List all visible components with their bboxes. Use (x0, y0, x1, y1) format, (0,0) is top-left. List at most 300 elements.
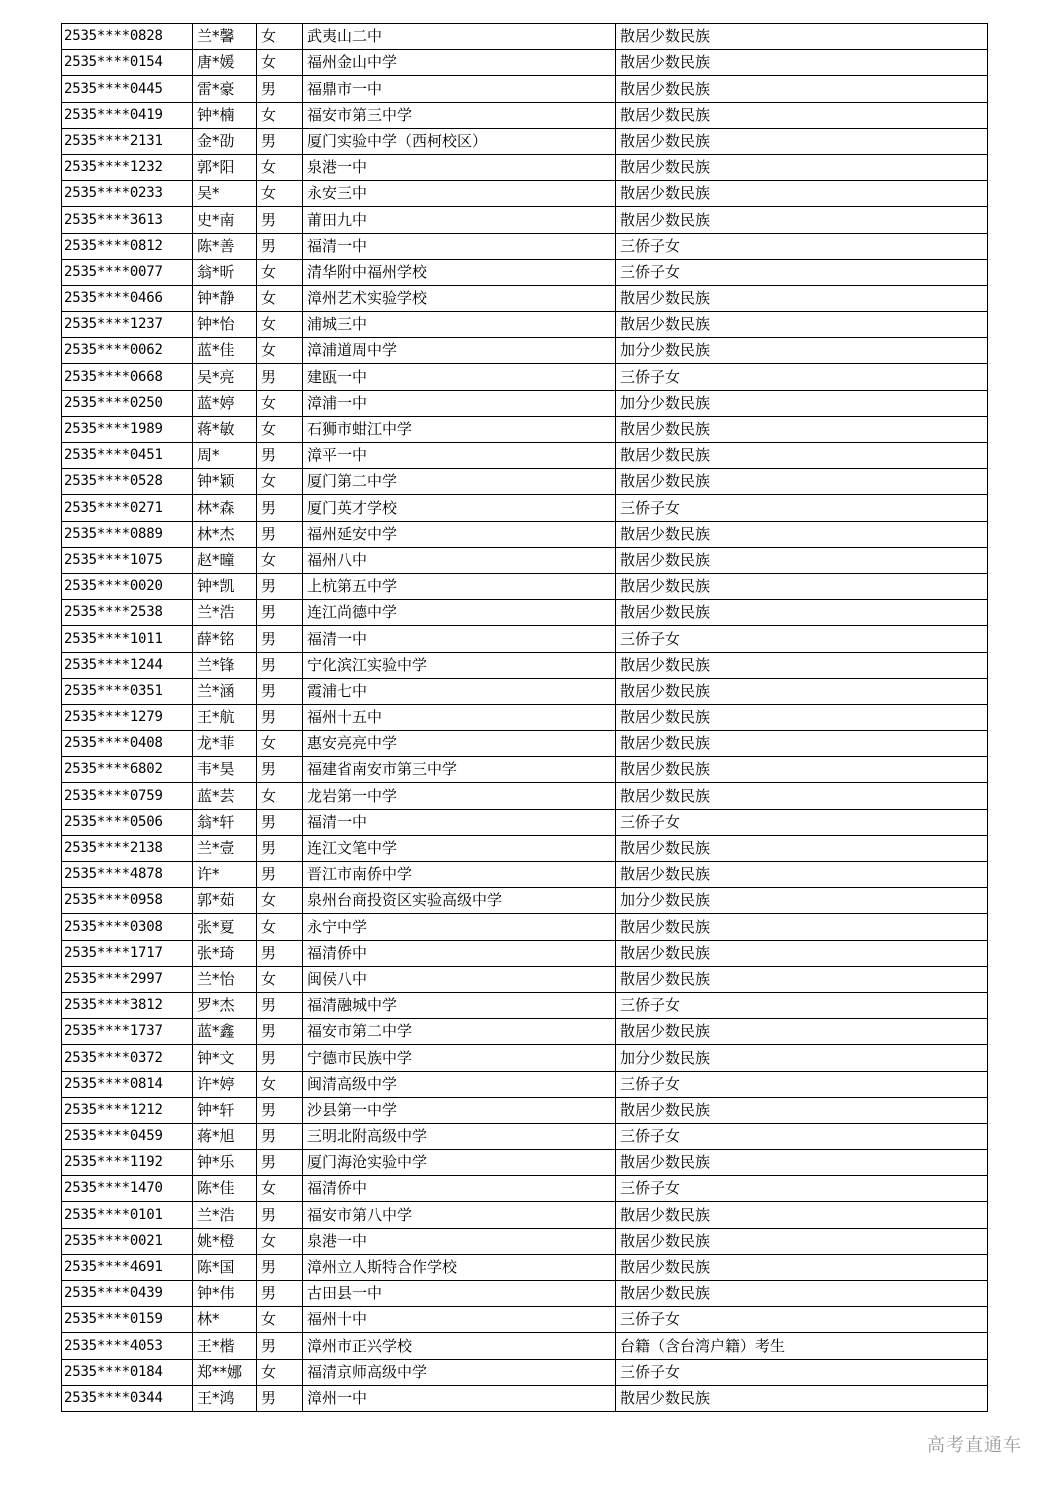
gender-cell: 女 (257, 338, 303, 364)
category-cell: 三侨子女 (616, 809, 988, 835)
gender-cell: 女 (257, 914, 303, 940)
school-cell: 闽侯八中 (303, 966, 616, 992)
school-cell: 福州十五中 (303, 704, 616, 730)
gender-cell: 女 (257, 154, 303, 180)
candidate-id-cell: 2535****2538 (62, 600, 193, 626)
table-row (62, 835, 988, 861)
table-row (62, 364, 988, 390)
candidate-id-cell: 2535****0020 (62, 573, 193, 599)
student-name-cell: 钟*颖 (193, 469, 257, 495)
gender-cell: 男 (257, 626, 303, 652)
table-row (62, 154, 988, 180)
table-row (62, 1307, 988, 1333)
table-row (62, 1333, 988, 1359)
candidate-id-cell: 2535****4053 (62, 1333, 193, 1359)
student-name-cell: 薛*铭 (193, 626, 257, 652)
gender-cell: 女 (257, 416, 303, 442)
student-name-cell: 兰*壹 (193, 835, 257, 861)
table-row (62, 992, 988, 1018)
school-cell: 福清侨中 (303, 940, 616, 966)
category-cell: 散居少数民族 (616, 102, 988, 128)
gender-cell: 男 (257, 1333, 303, 1359)
gender-cell: 男 (257, 862, 303, 888)
gender-cell: 男 (257, 233, 303, 259)
candidate-id-cell: 2535****1279 (62, 704, 193, 730)
school-cell: 石狮市蚶江中学 (303, 416, 616, 442)
gender-cell: 男 (257, 1123, 303, 1149)
school-cell: 永安三中 (303, 181, 616, 207)
table-row (62, 783, 988, 809)
table-row (62, 600, 988, 626)
category-cell: 散居少数民族 (616, 154, 988, 180)
candidate-id-cell: 2535****0351 (62, 678, 193, 704)
student-name-cell: 蒋*敏 (193, 416, 257, 442)
school-cell: 福清一中 (303, 809, 616, 835)
watermark-text: 高考直通车 (927, 1435, 1022, 1456)
school-cell: 武夷山二中 (303, 24, 616, 50)
candidate-id-cell: 2535****1737 (62, 1019, 193, 1045)
category-cell: 加分少数民族 (616, 338, 988, 364)
student-name-cell: 罗*杰 (193, 992, 257, 1018)
student-name-cell: 雷*豪 (193, 76, 257, 102)
school-cell: 泉州台商投资区实验高级中学 (303, 888, 616, 914)
student-name-cell: 许*婷 (193, 1071, 257, 1097)
student-name-cell: 钟*伟 (193, 1281, 257, 1307)
gender-cell: 女 (257, 1359, 303, 1385)
student-name-cell: 赵*曈 (193, 547, 257, 573)
category-cell: 散居少数民族 (616, 652, 988, 678)
candidate-id-cell: 2535****0344 (62, 1385, 193, 1411)
category-cell: 散居少数民族 (616, 1228, 988, 1254)
school-cell: 龙岩第一中学 (303, 783, 616, 809)
candidate-id-cell: 2535****0233 (62, 181, 193, 207)
table-row (62, 1228, 988, 1254)
table-row (62, 704, 988, 730)
student-name-cell: 金*劭 (193, 128, 257, 154)
candidate-id-cell: 2535****2997 (62, 966, 193, 992)
gender-cell: 男 (257, 1150, 303, 1176)
candidate-id-cell: 2535****0889 (62, 521, 193, 547)
candidate-id-cell: 2535****1075 (62, 547, 193, 573)
category-cell: 散居少数民族 (616, 731, 988, 757)
table-row (62, 1045, 988, 1071)
table-row (62, 443, 988, 469)
school-cell: 福清京师高级中学 (303, 1359, 616, 1385)
table-row (62, 1123, 988, 1149)
gender-cell: 女 (257, 50, 303, 76)
gender-cell: 男 (257, 443, 303, 469)
category-cell: 散居少数民族 (616, 312, 988, 338)
student-name-cell: 张*琦 (193, 940, 257, 966)
category-cell: 台籍（含台湾户籍）考生 (616, 1333, 988, 1359)
candidate-id-cell: 2535****0439 (62, 1281, 193, 1307)
category-cell: 散居少数民族 (616, 207, 988, 233)
category-cell: 三侨子女 (616, 1176, 988, 1202)
student-name-cell: 郭*茹 (193, 888, 257, 914)
table-row (62, 1097, 988, 1123)
student-name-cell: 蓝*佳 (193, 338, 257, 364)
student-name-cell: 钟*怡 (193, 312, 257, 338)
student-name-cell: 钟*静 (193, 285, 257, 311)
gender-cell: 女 (257, 888, 303, 914)
school-cell: 漳州立人斯特合作学校 (303, 1254, 616, 1280)
category-cell: 加分少数民族 (616, 888, 988, 914)
school-cell: 福安市第八中学 (303, 1202, 616, 1228)
student-name-cell: 钟*文 (193, 1045, 257, 1071)
student-name-cell: 许* (193, 862, 257, 888)
category-cell: 散居少数民族 (616, 704, 988, 730)
school-cell: 建瓯一中 (303, 364, 616, 390)
table-row (62, 573, 988, 599)
table-row (62, 757, 988, 783)
gender-cell: 男 (257, 1385, 303, 1411)
gender-cell: 男 (257, 940, 303, 966)
candidate-id-cell: 2535****0528 (62, 469, 193, 495)
category-cell: 三侨子女 (616, 259, 988, 285)
category-cell: 散居少数民族 (616, 76, 988, 102)
gender-cell: 女 (257, 547, 303, 573)
candidate-id-cell: 2535****0250 (62, 390, 193, 416)
student-name-cell: 兰*锋 (193, 652, 257, 678)
table-row (62, 76, 988, 102)
gender-cell: 男 (257, 652, 303, 678)
school-cell: 浦城三中 (303, 312, 616, 338)
category-cell: 散居少数民族 (616, 1202, 988, 1228)
category-cell: 三侨子女 (616, 1307, 988, 1333)
gender-cell: 女 (257, 181, 303, 207)
table-row (62, 259, 988, 285)
gender-cell: 男 (257, 495, 303, 521)
candidate-id-cell: 2535****3812 (62, 992, 193, 1018)
school-cell: 泉港一中 (303, 1228, 616, 1254)
category-cell: 散居少数民族 (616, 128, 988, 154)
candidate-id-cell: 2535****0466 (62, 285, 193, 311)
student-name-cell: 史*南 (193, 207, 257, 233)
student-name-cell: 兰*馨 (193, 24, 257, 50)
gender-cell: 女 (257, 1071, 303, 1097)
candidate-id-cell: 2535****1192 (62, 1150, 193, 1176)
category-cell: 散居少数民族 (616, 1097, 988, 1123)
candidate-id-cell: 2535****0759 (62, 783, 193, 809)
candidate-id-cell: 2535****0828 (62, 24, 193, 50)
student-name-cell: 姚*橙 (193, 1228, 257, 1254)
student-name-cell: 王*鸿 (193, 1385, 257, 1411)
category-cell: 三侨子女 (616, 233, 988, 259)
gender-cell: 男 (257, 992, 303, 1018)
table-row (62, 652, 988, 678)
candidate-id-cell: 2535****0445 (62, 76, 193, 102)
table-row (62, 1071, 988, 1097)
student-name-cell: 龙*菲 (193, 731, 257, 757)
category-cell: 三侨子女 (616, 626, 988, 652)
candidate-id-cell: 2535****0159 (62, 1307, 193, 1333)
student-name-cell: 吴*亮 (193, 364, 257, 390)
candidate-id-cell: 2535****1232 (62, 154, 193, 180)
category-cell: 散居少数民族 (616, 181, 988, 207)
table-row (62, 1385, 988, 1411)
category-cell: 散居少数民族 (616, 573, 988, 599)
gender-cell: 女 (257, 259, 303, 285)
gender-cell: 女 (257, 1307, 303, 1333)
school-cell: 清华附中福州学校 (303, 259, 616, 285)
category-cell: 散居少数民族 (616, 940, 988, 966)
school-cell: 福清侨中 (303, 1176, 616, 1202)
gender-cell: 男 (257, 207, 303, 233)
gender-cell: 女 (257, 731, 303, 757)
category-cell: 散居少数民族 (616, 783, 988, 809)
table-row (62, 50, 988, 76)
category-cell: 散居少数民族 (616, 50, 988, 76)
student-name-cell: 郑**娜 (193, 1359, 257, 1385)
candidate-id-cell: 2535****0271 (62, 495, 193, 521)
gender-cell: 男 (257, 835, 303, 861)
gender-cell: 女 (257, 24, 303, 50)
candidate-id-cell: 2535****4878 (62, 862, 193, 888)
category-cell: 散居少数民族 (616, 757, 988, 783)
category-cell: 散居少数民族 (616, 1150, 988, 1176)
school-cell: 泉港一中 (303, 154, 616, 180)
candidate-id-cell: 2535****1237 (62, 312, 193, 338)
student-name-cell: 吴* (193, 181, 257, 207)
candidate-id-cell: 2535****0958 (62, 888, 193, 914)
gender-cell: 女 (257, 469, 303, 495)
table-row (62, 521, 988, 547)
student-name-cell: 钟*乐 (193, 1150, 257, 1176)
gender-cell: 男 (257, 1045, 303, 1071)
candidate-id-cell: 2535****4691 (62, 1254, 193, 1280)
school-cell: 永宁中学 (303, 914, 616, 940)
school-cell: 福鼎市一中 (303, 76, 616, 102)
student-name-cell: 蓝*芸 (193, 783, 257, 809)
table-row (62, 1281, 988, 1307)
category-cell: 散居少数民族 (616, 521, 988, 547)
gender-cell: 女 (257, 390, 303, 416)
table-row (62, 547, 988, 573)
school-cell: 福清一中 (303, 626, 616, 652)
student-name-cell: 钟*楠 (193, 102, 257, 128)
candidate-id-cell: 2535****0021 (62, 1228, 193, 1254)
table-row (62, 207, 988, 233)
table-row (62, 390, 988, 416)
table-body (62, 24, 988, 1412)
student-name-cell: 蓝*婷 (193, 390, 257, 416)
school-cell: 厦门实验中学（西柯校区） (303, 128, 616, 154)
student-name-cell: 陈*国 (193, 1254, 257, 1280)
table-row (62, 285, 988, 311)
school-cell: 古田县一中 (303, 1281, 616, 1307)
table-row (62, 1359, 988, 1385)
gender-cell: 男 (257, 704, 303, 730)
table-row (62, 914, 988, 940)
category-cell: 散居少数民族 (616, 1281, 988, 1307)
candidate-id-cell: 2535****0077 (62, 259, 193, 285)
category-cell: 散居少数民族 (616, 24, 988, 50)
student-name-cell: 韦*昊 (193, 757, 257, 783)
table-row (62, 102, 988, 128)
table-row (62, 233, 988, 259)
category-cell: 三侨子女 (616, 364, 988, 390)
gender-cell: 女 (257, 102, 303, 128)
candidate-id-cell: 2535****0101 (62, 1202, 193, 1228)
student-name-cell: 周* (193, 443, 257, 469)
student-name-cell: 翁*轩 (193, 809, 257, 835)
school-cell: 厦门英才学校 (303, 495, 616, 521)
table-row (62, 1150, 988, 1176)
admission-list-table (61, 23, 988, 1412)
student-name-cell: 林*森 (193, 495, 257, 521)
gender-cell: 男 (257, 757, 303, 783)
student-name-cell: 兰*浩 (193, 1202, 257, 1228)
school-cell: 闽清高级中学 (303, 1071, 616, 1097)
gender-cell: 女 (257, 1228, 303, 1254)
table-row (62, 338, 988, 364)
gender-cell: 男 (257, 600, 303, 626)
candidate-id-cell: 2535****0459 (62, 1123, 193, 1149)
table-row (62, 312, 988, 338)
school-cell: 漳平一中 (303, 443, 616, 469)
category-cell: 散居少数民族 (616, 835, 988, 861)
school-cell: 三明北附高级中学 (303, 1123, 616, 1149)
school-cell: 福州金山中学 (303, 50, 616, 76)
candidate-id-cell: 2535****1989 (62, 416, 193, 442)
candidate-id-cell: 2535****1244 (62, 652, 193, 678)
school-cell: 霞浦七中 (303, 678, 616, 704)
category-cell: 散居少数民族 (616, 966, 988, 992)
table-row (62, 862, 988, 888)
student-name-cell: 郭*阳 (193, 154, 257, 180)
student-name-cell: 兰*怡 (193, 966, 257, 992)
student-name-cell: 王*航 (193, 704, 257, 730)
candidate-id-cell: 2535****0812 (62, 233, 193, 259)
gender-cell: 男 (257, 678, 303, 704)
school-cell: 福州延安中学 (303, 521, 616, 547)
gender-cell: 女 (257, 312, 303, 338)
category-cell: 三侨子女 (616, 1071, 988, 1097)
student-name-cell: 陈*善 (193, 233, 257, 259)
gender-cell: 女 (257, 966, 303, 992)
gender-cell: 女 (257, 783, 303, 809)
school-cell: 漳州市正兴学校 (303, 1333, 616, 1359)
school-cell: 福安市第二中学 (303, 1019, 616, 1045)
category-cell: 散居少数民族 (616, 469, 988, 495)
gender-cell: 男 (257, 809, 303, 835)
candidate-id-cell: 2535****0062 (62, 338, 193, 364)
category-cell: 散居少数民族 (616, 416, 988, 442)
candidate-id-cell: 2535****2138 (62, 835, 193, 861)
table-row (62, 1202, 988, 1228)
table-row (62, 1254, 988, 1280)
candidate-id-cell: 2535****6802 (62, 757, 193, 783)
candidate-id-cell: 2535****0814 (62, 1071, 193, 1097)
school-cell: 福清融城中学 (303, 992, 616, 1018)
student-name-cell: 蓝*鑫 (193, 1019, 257, 1045)
candidate-id-cell: 2535****3613 (62, 207, 193, 233)
table-row (62, 888, 988, 914)
school-cell: 漳浦一中 (303, 390, 616, 416)
category-cell: 加分少数民族 (616, 390, 988, 416)
table-row (62, 1019, 988, 1045)
candidate-id-cell: 2535****1717 (62, 940, 193, 966)
category-cell: 三侨子女 (616, 992, 988, 1018)
student-name-cell: 钟*轩 (193, 1097, 257, 1123)
candidate-id-cell: 2535****1212 (62, 1097, 193, 1123)
gender-cell: 男 (257, 76, 303, 102)
table-row (62, 678, 988, 704)
school-cell: 连江尚德中学 (303, 600, 616, 626)
student-name-cell: 张*夏 (193, 914, 257, 940)
student-name-cell: 林* (193, 1307, 257, 1333)
category-cell: 三侨子女 (616, 1123, 988, 1149)
gender-cell: 男 (257, 521, 303, 547)
table-row (62, 24, 988, 50)
candidate-id-cell: 2535****0419 (62, 102, 193, 128)
table-row (62, 416, 988, 442)
category-cell: 三侨子女 (616, 495, 988, 521)
table-row (62, 626, 988, 652)
gender-cell: 女 (257, 285, 303, 311)
gender-cell: 女 (257, 1176, 303, 1202)
gender-cell: 男 (257, 573, 303, 599)
table-row (62, 181, 988, 207)
school-cell: 漳浦道周中学 (303, 338, 616, 364)
table-row (62, 809, 988, 835)
table-row (62, 495, 988, 521)
student-name-cell: 王*楷 (193, 1333, 257, 1359)
candidate-id-cell: 2535****0451 (62, 443, 193, 469)
candidate-id-cell: 2535****0154 (62, 50, 193, 76)
candidate-id-cell: 2535****1470 (62, 1176, 193, 1202)
category-cell: 散居少数民族 (616, 285, 988, 311)
school-cell: 宁化滨江实验中学 (303, 652, 616, 678)
table-row (62, 1176, 988, 1202)
school-cell: 惠安亮亮中学 (303, 731, 616, 757)
category-cell: 散居少数民族 (616, 600, 988, 626)
table-row (62, 469, 988, 495)
school-cell: 宁德市民族中学 (303, 1045, 616, 1071)
category-cell: 散居少数民族 (616, 443, 988, 469)
school-cell: 连江文笔中学 (303, 835, 616, 861)
gender-cell: 男 (257, 364, 303, 390)
gender-cell: 男 (257, 1254, 303, 1280)
category-cell: 三侨子女 (616, 1359, 988, 1385)
student-name-cell: 林*杰 (193, 521, 257, 547)
school-cell: 上杭第五中学 (303, 573, 616, 599)
table-row (62, 966, 988, 992)
school-cell: 福安市第三中学 (303, 102, 616, 128)
candidate-id-cell: 2535****0308 (62, 914, 193, 940)
category-cell: 散居少数民族 (616, 547, 988, 573)
candidate-id-cell: 2535****0184 (62, 1359, 193, 1385)
category-cell: 散居少数民族 (616, 1254, 988, 1280)
school-cell: 福清一中 (303, 233, 616, 259)
table-row (62, 731, 988, 757)
category-cell: 散居少数民族 (616, 914, 988, 940)
table-row (62, 128, 988, 154)
candidate-id-cell: 2535****1011 (62, 626, 193, 652)
candidate-id-cell: 2535****2131 (62, 128, 193, 154)
student-name-cell: 陈*佳 (193, 1176, 257, 1202)
gender-cell: 男 (257, 1202, 303, 1228)
gender-cell: 男 (257, 1281, 303, 1307)
school-cell: 漳州一中 (303, 1385, 616, 1411)
category-cell: 散居少数民族 (616, 678, 988, 704)
gender-cell: 男 (257, 128, 303, 154)
gender-cell: 男 (257, 1019, 303, 1045)
category-cell: 散居少数民族 (616, 862, 988, 888)
student-name-cell: 蒋*旭 (193, 1123, 257, 1149)
school-cell: 福州十中 (303, 1307, 616, 1333)
candidate-id-cell: 2535****0668 (62, 364, 193, 390)
